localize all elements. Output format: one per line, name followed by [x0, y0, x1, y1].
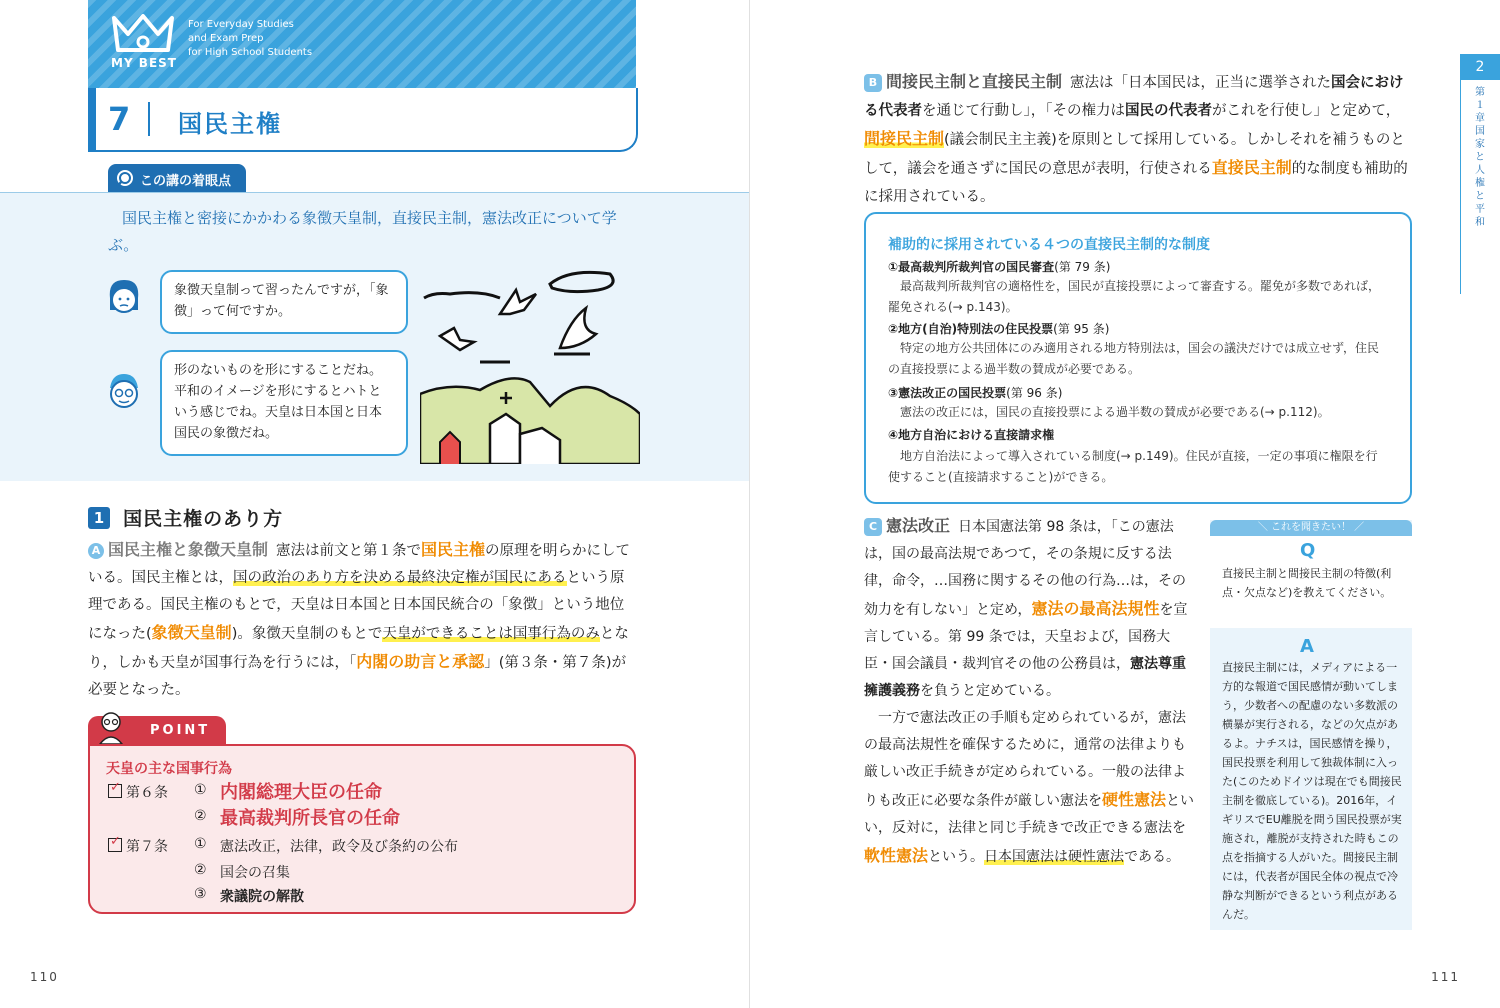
item-head: ③憲法改正の国民投票 [888, 386, 1007, 400]
body-text: を宣言している。第 99 条では，天皇および，国務大臣・国会議員・裁判官その他の公務員は， [864, 602, 1188, 672]
chapter-divider [148, 102, 150, 136]
teacher-face-icon [104, 370, 144, 414]
body-text: 日本国憲法第 98 条は，「この憲法は，国の最高法規であつて，その条規に反する法律，命令，…国務に関するその他の行為…は，その効力を有しない」と定め， [864, 519, 1186, 618]
section-1-body [88, 536, 638, 704]
professor-icon [96, 710, 126, 744]
body-text: となり，しかも天皇が国事行為を行うには，「 [88, 626, 629, 671]
body-text: である。 [1124, 849, 1181, 865]
brand-header [88, 0, 636, 88]
body-text: がこれを行使し」と定めて， [1212, 103, 1401, 119]
answer-letter: A [1300, 636, 1314, 657]
box-item-head [888, 426, 1054, 443]
tagline-line: for High School Students [188, 47, 313, 58]
subsection-marker: A [88, 543, 104, 559]
item-number: ③ [194, 886, 207, 902]
page-number: 110 [30, 970, 59, 984]
item-head: ④地方自治における直接請求権 [888, 428, 1055, 442]
subsection-title: 間接民主制と直接民主制 [886, 72, 1063, 91]
subsection-marker: C [864, 518, 882, 536]
keyword: 軟性憲法 [864, 846, 929, 865]
body-text: 憲法は前文と第１条で [276, 543, 422, 559]
box-title: 補助的に採用されている４つの直接民主制的な制度 [888, 237, 1210, 253]
subsection-marker: B [864, 74, 882, 92]
focus-label-text: この講の着眼点 [140, 174, 232, 189]
box-item-body: 最高裁判所裁判官の適格性を，国民が直接投票によって審査する。罷免が多数であれば，罷免される(→ p.143)。 [888, 279, 1381, 314]
point-heading: 天皇の主な国事行為 [106, 761, 232, 777]
keyword: 憲法の最高法規性 [1031, 599, 1160, 618]
body-text: 」(第３条・第７条)が必要となった。 [88, 655, 627, 698]
dove-landscape-illustration [420, 264, 640, 464]
keyword: 硬性憲法 [1102, 790, 1167, 809]
section-number: 1 [88, 507, 110, 529]
point-row [108, 836, 458, 856]
point-row [108, 782, 382, 803]
check-icon [108, 784, 122, 798]
direct-democracy-box [864, 212, 1412, 504]
check-icon [108, 838, 122, 852]
page-number: 111 [1431, 970, 1460, 984]
point-label-text: POINT [150, 723, 211, 738]
point-label [88, 716, 226, 746]
item-text: 最高裁判所長官の任命 [220, 808, 400, 829]
bold-text: 国民の代表者 [1125, 103, 1212, 119]
keyword: 直接民主制 [1211, 158, 1292, 177]
body-text: 一方で憲法改正の手順も定められているが，憲法の最高法規性を確保するために，通常の法律よりも厳しい改正手続きが定められている。一般の法律よりも改正に必要な条件が厳しい憲法を [864, 710, 1186, 809]
keyword: 間接民主制 [864, 129, 945, 148]
question-text: 直接民主制と間接民主制の特徴(利点・欠点など)を教えてください。 [1222, 567, 1392, 599]
keyword: 内閣の助言と承認 [356, 652, 485, 671]
item-head: ①最高裁判所裁判官の国民審査 [888, 260, 1055, 274]
chapter-tab: 2 [1460, 54, 1500, 80]
body-text: という原理である。国民主権のもとで，天皇は日本国と日本国民統合の「象徴」という地位になった( [88, 570, 625, 642]
item-ref: (第 96 条) [1006, 386, 1063, 400]
item-head: ②地方(自治)特別法の住民投票 [888, 322, 1054, 336]
focus-text: 国民主権と密接にかかわる象徴天皇制，直接民主制，憲法改正について学ぶ。 [108, 209, 617, 254]
speech-bubble-question: 象徴天皇制って習ったんですが，「象徴」って何ですか。 [160, 270, 408, 334]
body-text: の原理を明らかにしている。国民主権とは， [88, 543, 631, 586]
chapter-name-vertical: 第１章 国家と人権と平和 [1475, 87, 1495, 228]
box-item-head [888, 384, 1062, 401]
qa-header: ＼ これを聞きたい！ ／ [1210, 520, 1412, 536]
item-text: 衆議院の解散 [220, 889, 304, 905]
subsection-title: 国民主権と象徴天皇制 [108, 540, 269, 559]
chapter-number: 7 [108, 100, 131, 138]
item-number: ② [194, 808, 207, 824]
paragraph [864, 705, 1198, 871]
magnifier-icon [114, 168, 136, 190]
sidebar-rule [1460, 54, 1461, 294]
box-item-body: 憲法の改正には，国民の直接投票による過半数の賛成が必要である(→ p.112)。 [900, 405, 1330, 419]
bold-text: 国会における代表者 [864, 75, 1404, 119]
highlight-text: 国の政治のあり方を決める最終決定権が国民にある [233, 570, 567, 586]
speech-bubble-answer: 形のないものを形にすることだね。平和のイメージを形にするとハトという感じでね。天皇は日本国と日本国民の象徴だね。 [160, 350, 408, 456]
item-ref: (第 79 条) [1054, 260, 1111, 274]
highlight-text: 日本国憲法は硬性憲法 [984, 849, 1125, 865]
bold-text: 憲法尊重擁護義務 [864, 656, 1186, 699]
item-number: ② [194, 862, 207, 878]
chapter-header [88, 88, 638, 152]
section-b-body [864, 68, 1412, 211]
item-ref: (第 95 条) [1053, 322, 1110, 336]
item-number: ① [194, 836, 207, 852]
body-text: 的な制度も補助的に採用されている。 [864, 161, 1408, 205]
question-letter: Q [1300, 540, 1316, 561]
body-text: といい，反対に，法律と同じ手続きで改正できる憲法を [864, 793, 1195, 836]
student-face-icon [104, 276, 144, 320]
point-box [88, 744, 636, 914]
body-text: 憲法は「日本国民は，正当に選挙された [1070, 75, 1332, 91]
focus-label [108, 164, 246, 192]
item-text: 憲法改正，法律，政令及び条約の公布 [220, 839, 458, 855]
body-text: を負うと定めている。 [920, 683, 1060, 699]
brand-tagline [188, 18, 388, 60]
keyword: 象徴天皇制 [151, 623, 232, 642]
question-block [1210, 536, 1412, 628]
tagline-line: and Exam Prep [188, 33, 264, 44]
box-item-head [888, 320, 1109, 337]
section-title: 国民主権のあり方 [123, 508, 284, 530]
right-page [750, 0, 1500, 1008]
box-item-body: 特定の地方公共団体にのみ適用される地方特別法は，国会の議決だけでは成立せず，住民の直接投票による過半数の賛成が必要である。 [888, 341, 1380, 376]
chapter-title: 国民主権 [178, 110, 282, 138]
keyword: 国民主権 [421, 540, 486, 559]
brand-name: MY BEST [111, 56, 177, 70]
section-c-body [864, 512, 1198, 871]
box-item-body: 地方自治法によって導入されている制度(→ p.149)。住民が直接，一定の事項に権限を行使すること(直接請求すること)ができる。 [888, 449, 1378, 484]
body-text: )。象徴天皇制のもとで [231, 626, 383, 642]
answer-text: 直接民主制には，メディアによる一方的な報道で国民感情が動いてしまう，少数者への配慮のない多数派の横暴が実行される，などの欠点があるよ。ナチスは，国民感情を操り，国民投票を利用して独裁体制に入った(このためドイツは現在でも間接民主制を徹底している)。2016年，イギリスでEU離脱を問う国民投票が実施され，離脱が支持された時もこの点を指摘する人がいた。間接民主制には，代表者が国民全体の視点で冷静な判断ができるという利点があるんだ。 [1222, 661, 1402, 921]
box-item-head [888, 258, 1110, 275]
body-text: を通じて行動し」，「その権力は [922, 103, 1125, 119]
item-text: 内閣総理大臣の任命 [220, 782, 382, 803]
qa-column [1210, 520, 1412, 930]
body-text: (議会制民主主義)を原則として採用している。しかしそれを補うものとして，議会を通さずに国民の意思が表明，行使される [864, 132, 1405, 177]
section-1-heading [88, 504, 283, 531]
article: 第６条 [126, 785, 168, 801]
subsection-title: 憲法改正 [886, 516, 951, 535]
highlight-text: 天皇ができることは国事行為のみ [382, 626, 600, 642]
crown-logo-icon [110, 10, 176, 58]
chapter-accent [88, 88, 96, 150]
article: 第７条 [126, 839, 168, 855]
body-text: という。 [928, 849, 985, 865]
item-number: ① [194, 782, 207, 798]
tagline-line: For Everyday Studies [188, 19, 294, 30]
item-text: 国会の召集 [220, 865, 290, 881]
